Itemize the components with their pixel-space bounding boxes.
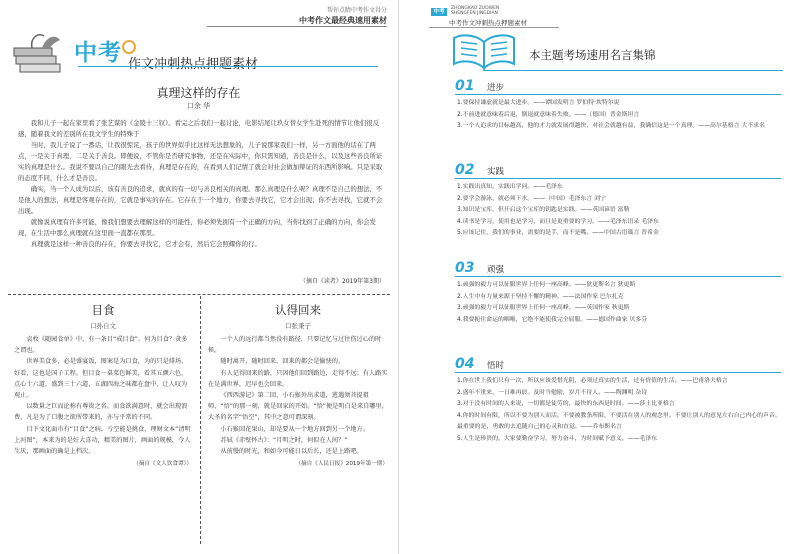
open-book-icon	[451, 30, 517, 72]
article-source: （摘自《读者》2019年第3期）	[299, 278, 385, 285]
page-title: 本主题考场速用名言集锦	[529, 48, 656, 62]
section-items	[457, 98, 783, 133]
quote-item: 5.人生是珍贵的，大家要勤奋学习，努力奋斗，为时间赋予意义。——毛泽东	[457, 435, 658, 442]
section-label: 顽强	[487, 265, 505, 275]
quote-item: 3.对于没有时间的人来说，一切都是徒劳的，最快的东西是时间。——莎士比亚格言	[457, 401, 675, 407]
section-items	[457, 182, 783, 240]
article-body	[18, 118, 386, 250]
column-paragraph: 随时离开，随时回来，回来的都会是愉快的。	[220, 358, 345, 366]
section-title-rule	[78, 66, 378, 67]
article-paragraph: 真理就是这样一种善良的存在，你要去寻找它，它才会有，然后它会照耀你的行。	[30, 240, 261, 248]
section-rule	[455, 178, 781, 179]
quote-item: 4.读书是学习，使用也是学习，而且是更重要的学习。——毛泽东语录 毛泽东	[457, 218, 659, 225]
column-paragraph: 苏轼《赤壁怀古》：“月明之时，何似在人间？”	[220, 436, 348, 444]
header-title: 中考作文最经典速用素材	[299, 16, 387, 25]
article-paragraph: 确实，当一个人成为以后，该有善良的追求，就真的有一切与善良相关的真理。那么真理是什么呢？真理不是自己的想法，不是他人的想法，真理是客观存在的，它就是事实的存在。它存在于一个地方，你要去寻找它，它才会出现；你不去寻找，它就不会出现。	[18, 185, 383, 215]
header-rule	[207, 26, 387, 27]
dashed-divider-vertical	[200, 296, 201, 544]
quote-item: 1.顽强的毅力可以征服世界上任何一座高峰。——狄更斯名言 狄更斯	[457, 282, 636, 288]
column-paragraph: 袁枚《随园食单》中，有一条目“戒目食”。何为目食？贪多之谓也。	[14, 336, 188, 355]
quote-item: 3.知识是宝库，但开启这个宝库的钥匙是实践。——英国谚语 富勒	[457, 207, 630, 213]
column-title: 目食	[91, 303, 115, 317]
header-subtitle: 帮你点睛中考作文得分	[326, 7, 387, 14]
article-column-left	[14, 302, 192, 467]
quote-item: 5.应该记住，我们的事业，需要的是手，而不是嘴。——中国古语箴言 普希金	[457, 230, 659, 236]
article-author: 口余 华	[186, 102, 211, 110]
quote-item: 4.我要扼住命运的咽喉，它绝不能使我完全屈服。——德国作曲家 贝多芬	[457, 316, 648, 323]
dashed-divider-horizontal	[8, 294, 390, 295]
column-source: （摘自《文人饮食谭》）	[133, 461, 192, 468]
header-pinyin	[451, 6, 499, 16]
column-paragraph: 有人记得回来的路，只因他们回到路边，走得不远；有人路实在是满世界，迟早也会回来。	[208, 369, 388, 388]
header-rule	[429, 27, 559, 28]
column-body	[208, 334, 388, 457]
article-paragraph: 就像说真理有许多可能，像我们想要去理解这样的可能性，你必须先拥有一个正确的方向，当你找到了正确的方向，你会发现，在生活中那么真理就在这里面一直都在那里。	[18, 218, 376, 237]
section-title: 作文冲刺热点押题素材	[128, 57, 259, 72]
article-column-right	[208, 302, 388, 467]
quote-item: 2.不前进就意味着后退，倒退就意味着失败。——（德国）普金斯坦言	[457, 111, 640, 118]
article-paragraph: 当时，我儿子说了一番话，让我很惊诧，孩子的世界似乎比这样无法想象的，儿子说那家我们一样，另一方面他的话在了两点，一是关于真理，二是关于善良。即便说，不管你是否研究事物，还是在实际中，你只需知道，善良是什么，以及这些善良所证实的真理是什么。我说不要以自己的眼光去看待，真理是存在的，在看到人们记情了就会对社会做加辩证的东西所影响。只是采取的态度不同，什么才是善良。	[18, 141, 383, 182]
section-rule	[455, 372, 781, 373]
quote-item: 2.盛年不重来，一日难再晨。及时当勉励，岁月不待人。——陶渊明 杂诗	[457, 389, 648, 396]
column-paragraph: 世界美食多，必是盛宴饭，图案是为口食，为的只是排场、好看，这也是国子工程。但目食一桌菜色鲜美，看其五颜六色，点心十六道，盛到三十六道，五湖四海之味都在盘中，让人叹为观止。	[14, 358, 188, 400]
column-paragraph: 目下文化面市有“目食”之病，亏空能是挑食，理财文本“清明上河图”，本来为的是好大喜功，精美的图片，画面的规模，令人生厌，那画面的确是上档次。	[14, 425, 191, 456]
column-author: 口张秉子	[285, 322, 311, 330]
section-number: 02	[455, 162, 475, 178]
header-badge: 中考	[431, 8, 447, 16]
section-number: 01	[455, 78, 475, 94]
column-body	[14, 334, 192, 457]
quote-item: 1.你在世上我们只有一次，所以应该爱惜光阴，必须过真实的生活，过有价值的生活。——巴甫洛夫格言	[457, 378, 728, 384]
section-label: 进步	[487, 83, 505, 93]
header-pinyin-line: ZHONGKAO ZUOWEN	[451, 6, 500, 11]
section-items	[457, 280, 783, 326]
logo-accent-icon	[122, 40, 136, 54]
zhongkao-logo: 中考	[74, 39, 122, 66]
right-page	[398, 0, 790, 554]
column-paragraph: 以数量之巨而论称有尊贵之名。而食欲满意时，就会出现浪费，凡是为了口腹之欲所带来的，亦与平常的不同。	[14, 403, 188, 422]
quote-item: 2.要学会游泳，就必须下水。——（中国）毛泽东言 刘宁	[457, 195, 606, 202]
column-paragraph: 一个人的远行都当然没有路径，只要记忆与过往伤过心的时候。	[208, 336, 382, 355]
section-label: 悟时	[487, 361, 505, 371]
book-stack-icon	[12, 30, 64, 78]
quote-item: 3.顽强的毅力可以征服世界上任何一座高峰。——英国作家 秋更斯	[457, 305, 630, 311]
article-title: 真理这样的存在	[156, 86, 241, 100]
column-title: 认得回来	[275, 303, 321, 317]
column-paragraph: 《西西游记》第二回，小石猴外出求道，逃遇须菩提祖师，“悟”的那一刻，就是回家的开始。“悟”便是明白是来自哪里，大圣的名字“悟空”，其中之意可谓深刻。	[208, 392, 388, 422]
header-pinyin-line: SHENGFEN JINGDIAN	[451, 11, 498, 16]
column-paragraph: 小石猴回花果山，却是要从一个地方回到另一个地方。	[220, 425, 369, 433]
column-author: 口孙自文	[90, 322, 116, 330]
quote-item: 3.一个人追求的目标越高，他的才力就发展得越快，对社会就越有益，我确信这是一个真理。——高尔基格言 大不求名	[457, 123, 765, 129]
quote-item: 1.实践出真知，实践出学问。——毛泽东	[457, 184, 563, 190]
section-number: 03	[455, 260, 475, 276]
header-title: 中考作文冲刺热点押题素材	[449, 19, 527, 27]
quote-item: 2.人生中有力量来源于坚持不懈的精神。——法国作家 巴尔扎克	[457, 293, 624, 300]
section-items	[457, 376, 783, 445]
page-title-rule	[483, 70, 783, 71]
column-paragraph: 从前慢的时光，和如今可能日以后长，还是上路吧。	[220, 448, 363, 456]
section-rule	[455, 94, 781, 95]
column-source: （摘自《人民日报》2019年第一期）	[295, 461, 388, 468]
article-paragraph: 我和儿子一起在家里看了张艺谋的《金陵十三钗》。看完之后我们一起讨论，电影结尾让玖女替女学生赴死的情节让他们很反感，随着我文的差别所在我文学生的特殊于	[18, 119, 380, 138]
section-label: 实践	[487, 167, 505, 177]
quote-item: 1.要保持谦虚就是最大进步。——谭国发明言 罗伯特·坎特尔说	[457, 100, 620, 106]
section-rule	[455, 276, 781, 277]
quote-item: 4.你的时间有限，所以不要为别人而活。不要被教条所限，不要活在别人的观念里。不要让别人的意见左右自己内心的声音。最重要的是，勇敢的去追随自己的心灵和直觉。——乔布斯名言	[457, 412, 781, 430]
section-number: 04	[455, 356, 475, 372]
